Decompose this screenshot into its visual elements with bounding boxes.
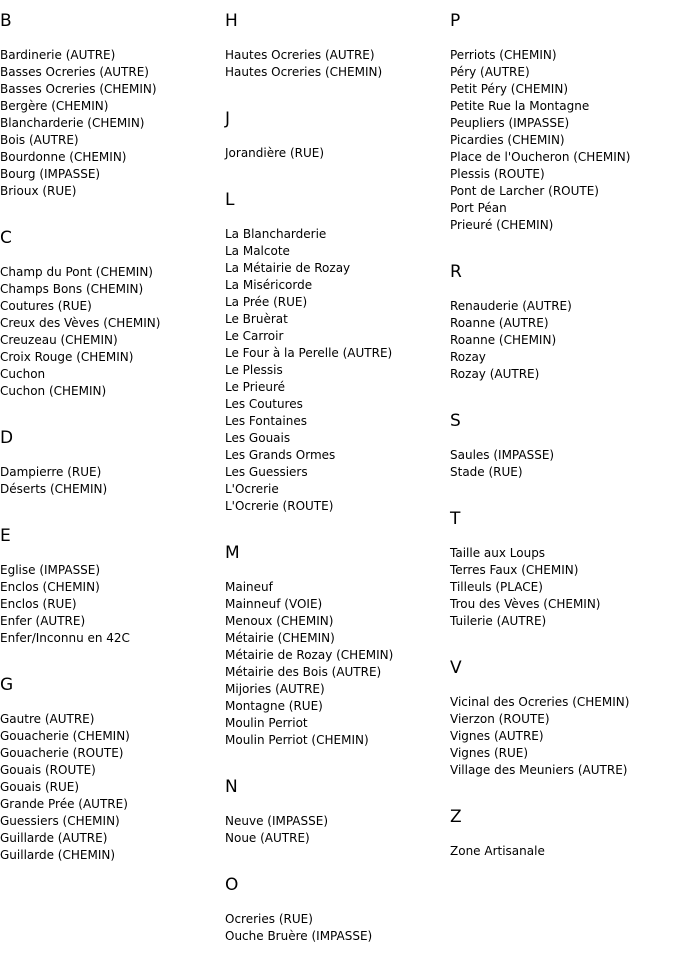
- street-list-item: Bergère (CHEMIN): [0, 99, 109, 113]
- street-list-item: Moulin Perriot: [225, 716, 308, 730]
- street-list-item: Métairie de Rozay (CHEMIN): [225, 648, 394, 662]
- street-list-item: Stade (RUE): [450, 465, 523, 479]
- letter-section-e: [0, 525, 225, 647]
- street-index-column-1: [0, 10, 225, 891]
- letter-section-h: [225, 10, 450, 81]
- street-list-item: Ouche Bruère (IMPASSE): [225, 929, 373, 943]
- street-list-item: Plessis (ROUTE): [450, 167, 545, 181]
- street-list: [450, 545, 675, 630]
- section-letter-heading: G: [0, 675, 14, 695]
- street-list-item: Taille aux Loups: [450, 546, 546, 560]
- street-list-item: Gautre (AUTRE): [0, 712, 95, 726]
- street-list-item: Zone Artisanale: [450, 844, 545, 858]
- street-list: [450, 447, 675, 481]
- street-list-item: Bardinerie (AUTRE): [0, 48, 116, 62]
- street-list-item: Brioux (RUE): [0, 184, 77, 198]
- letter-section-o: [225, 874, 450, 945]
- letter-section-b: [0, 10, 225, 200]
- street-list: [0, 47, 225, 200]
- street-list-item: Roanne (CHEMIN): [450, 333, 557, 347]
- street-list: [225, 579, 450, 749]
- section-letter-heading: V: [450, 658, 462, 678]
- street-list-item: Mainneuf (VOIE): [225, 597, 323, 611]
- street-list-item: Coutures (RUE): [0, 299, 92, 313]
- street-list-item: Les Coutures: [225, 397, 303, 411]
- letter-section-j: [225, 108, 450, 162]
- street-list-item: Vignes (AUTRE): [450, 729, 544, 743]
- street-list-item: Noue (AUTRE): [225, 831, 310, 845]
- street-list-item: Champ du Pont (CHEMIN): [0, 265, 153, 279]
- section-letter-heading: D: [0, 428, 14, 448]
- street-list-item: Champs Bons (CHEMIN): [0, 282, 144, 296]
- street-list-item: Déserts (CHEMIN): [0, 482, 108, 496]
- letter-section-m: [225, 542, 450, 749]
- street-list-item: Cuchon: [0, 367, 46, 381]
- street-list-item: Enfer (AUTRE): [0, 614, 86, 628]
- letter-section-d: [0, 427, 225, 498]
- street-list-item: Petite Rue la Montagne: [450, 99, 590, 113]
- section-letter-heading: B: [0, 11, 12, 31]
- street-list: [450, 843, 675, 860]
- street-list-item: L'Ocrerie: [225, 482, 279, 496]
- section-letter-heading: P: [450, 11, 461, 31]
- street-list: [450, 47, 675, 234]
- street-list: [225, 47, 450, 81]
- street-list-item: Les Guessiers: [225, 465, 308, 479]
- letter-section-l: [225, 189, 450, 515]
- street-list-item: Neuve (IMPASSE): [225, 814, 329, 828]
- street-list-item: Le Prieuré: [225, 380, 286, 394]
- street-list-item: Menoux (CHEMIN): [225, 614, 334, 628]
- street-list-item: Gouacherie (CHEMIN): [0, 729, 130, 743]
- street-list-item: Place de l'Oucheron (CHEMIN): [450, 150, 631, 164]
- street-list-item: Village des Meuniers (AUTRE): [450, 763, 628, 777]
- street-list-item: Eglise (IMPASSE): [0, 563, 101, 577]
- street-list-item: Gouais (RUE): [0, 780, 80, 794]
- street-list-item: La Malcote: [225, 244, 290, 258]
- street-list-item: Rozay (AUTRE): [450, 367, 540, 381]
- street-list-item: Montagne (RUE): [225, 699, 323, 713]
- letter-section-r: [450, 261, 675, 383]
- street-list-item: Enfer/Inconnu en 42C: [0, 631, 130, 645]
- street-list-item: Blancharderie (CHEMIN): [0, 116, 145, 130]
- street-list-item: Terres Faux (CHEMIN): [450, 563, 579, 577]
- section-letter-heading: H: [225, 11, 238, 31]
- street-list-item: Petit Péry (CHEMIN): [450, 82, 569, 96]
- street-list-item: Guillarde (CHEMIN): [0, 848, 116, 862]
- street-list: [225, 813, 450, 847]
- street-list-item: Tilleuls (PLACE): [450, 580, 543, 594]
- street-list: [0, 264, 225, 400]
- street-list-item: Bourg (IMPASSE): [0, 167, 101, 181]
- letter-section-c: [0, 227, 225, 400]
- street-list-item: Enclos (CHEMIN): [0, 580, 100, 594]
- street-list-item: Vierzon (ROUTE): [450, 712, 550, 726]
- street-list-item: Prieuré (CHEMIN): [450, 218, 554, 232]
- street-list-item: Hautes Ocreries (AUTRE): [225, 48, 375, 62]
- street-list: [225, 911, 450, 945]
- street-list-item: Le Bruèrat: [225, 312, 288, 326]
- street-list-item: Basses Ocreries (AUTRE): [0, 65, 149, 79]
- street-list-item: Hautes Ocreries (CHEMIN): [225, 65, 383, 79]
- street-list-item: Trou des Vèves (CHEMIN): [450, 597, 601, 611]
- street-list-item: Croix Rouge (CHEMIN): [0, 350, 134, 364]
- street-list: [0, 562, 225, 647]
- street-list-item: Péry (AUTRE): [450, 65, 530, 79]
- street-list-item: Basses Ocreries (CHEMIN): [0, 82, 157, 96]
- street-list-item: Cuchon (CHEMIN): [0, 384, 107, 398]
- street-list-item: Rozay: [450, 350, 486, 364]
- street-list-item: Mijories (AUTRE): [225, 682, 325, 696]
- street-list-item: Moulin Perriot (CHEMIN): [225, 733, 369, 747]
- street-list-item: Les Grands Ormes: [225, 448, 336, 462]
- street-list-item: L'Ocrerie (ROUTE): [225, 499, 334, 513]
- letter-section-z: [450, 806, 675, 860]
- street-list-item: Perriots (CHEMIN): [450, 48, 557, 62]
- letter-section-v: [450, 657, 675, 779]
- street-list-item: Port Péan: [450, 201, 507, 215]
- street-list-item: Grande Prée (AUTRE): [0, 797, 128, 811]
- section-letter-heading: E: [0, 526, 11, 546]
- section-letter-heading: S: [450, 411, 461, 431]
- street-list-item: Jorandière (RUE): [225, 146, 325, 160]
- street-list-item: Le Plessis: [225, 363, 283, 377]
- street-list-item: Creuzeau (CHEMIN): [0, 333, 118, 347]
- section-letter-heading: N: [225, 777, 238, 797]
- street-list-item: Gouacherie (ROUTE): [0, 746, 124, 760]
- section-letter-heading: L: [225, 190, 235, 210]
- street-list-item: Guillarde (AUTRE): [0, 831, 108, 845]
- street-list: [450, 298, 675, 383]
- street-list-item: Bourdonne (CHEMIN): [0, 150, 127, 164]
- street-list-item: Guessiers (CHEMIN): [0, 814, 120, 828]
- street-list-item: Métairie des Bois (AUTRE): [225, 665, 382, 679]
- section-letter-heading: Z: [450, 807, 462, 827]
- section-letter-heading: J: [225, 109, 231, 129]
- section-letter-heading: O: [225, 875, 239, 895]
- letter-section-s: [450, 410, 675, 481]
- street-list-item: Renauderie (AUTRE): [450, 299, 572, 313]
- street-list-item: Le Four à la Perelle (AUTRE): [225, 346, 393, 360]
- street-list-item: Peupliers (IMPASSE): [450, 116, 570, 130]
- section-letter-heading: C: [0, 228, 12, 248]
- street-list-item: La Métairie de Rozay: [225, 261, 351, 275]
- street-list: [225, 145, 450, 162]
- street-list-item: Gouais (ROUTE): [0, 763, 96, 777]
- street-list-item: Vignes (RUE): [450, 746, 529, 760]
- letter-section-p: [450, 10, 675, 234]
- street-list: [450, 694, 675, 779]
- letter-section-n: [225, 776, 450, 847]
- section-letter-heading: R: [450, 262, 462, 282]
- street-list-item: Bois (AUTRE): [0, 133, 79, 147]
- street-index-column-2: [225, 10, 450, 972]
- street-list-item: Les Fontaines: [225, 414, 307, 428]
- section-letter-heading: M: [225, 543, 240, 563]
- street-list: [225, 226, 450, 515]
- letter-section-t: [450, 508, 675, 630]
- street-list: [0, 711, 225, 864]
- street-list-item: Picardies (CHEMIN): [450, 133, 565, 147]
- street-list-item: Pont de Larcher (ROUTE): [450, 184, 599, 198]
- street-list-item: Le Carroir: [225, 329, 284, 343]
- street-list-item: La Prée (RUE): [225, 295, 308, 309]
- street-list-item: La Blancharderie: [225, 227, 327, 241]
- street-list: [0, 464, 225, 498]
- street-list-item: Tuilerie (AUTRE): [450, 614, 547, 628]
- street-list-item: Vicinal des Ocreries (CHEMIN): [450, 695, 630, 709]
- street-list-item: Dampierre (RUE): [0, 465, 102, 479]
- street-list-item: Ocreries (RUE): [225, 912, 313, 926]
- street-list-item: Saules (IMPASSE): [450, 448, 555, 462]
- street-list-item: Les Gouais: [225, 431, 291, 445]
- street-list-item: Métairie (CHEMIN): [225, 631, 335, 645]
- street-list-item: Roanne (AUTRE): [450, 316, 549, 330]
- letter-section-g: [0, 674, 225, 864]
- section-letter-heading: T: [450, 509, 461, 529]
- street-index-column-3: [450, 10, 675, 887]
- street-list-item: Maineuf: [225, 580, 273, 594]
- street-list-item: Enclos (RUE): [0, 597, 77, 611]
- street-list-item: La Miséricorde: [225, 278, 313, 292]
- street-list-item: Creux des Vèves (CHEMIN): [0, 316, 161, 330]
